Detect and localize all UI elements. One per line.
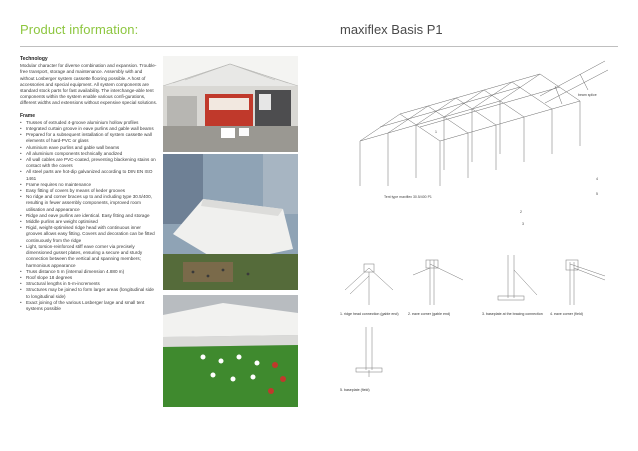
text-column [20, 56, 158, 312]
frame-item: • Structures may be joined to form larger areas (longitudinal side to longitudinal side) [20, 287, 158, 299]
detail-caption: 5. baseplate (field) [340, 388, 370, 392]
photo-tent-interior [163, 56, 298, 152]
frame-item: • Light, torsion-reinforced stiff eave corner via precisely dimensioned gusset plates, ensuring a secure and sturdy connection between the vertical and spanning members; harmonious appearance [20, 244, 158, 269]
frame-item: • Integrated curtain groove in eave purlins and gable wall beams [20, 126, 158, 132]
photo-tent-aerial [163, 154, 298, 290]
callout-number: 5 [596, 192, 598, 196]
detail-caption: 3. baseplate at the bracing connection [482, 312, 543, 316]
callout-number: 2 [520, 210, 522, 214]
detail-ridge-head [340, 250, 398, 308]
technology-body: Modular character for diverse combination and expansion. Trouble-free transport, storage and maintenance. Assembly with and without Losberger system cassette flooring possible. A host of accessories and special equipment. All system components are standard stock parts for fast availability. The interchange-able tent components within the system enable various confi-gurations, different widths and extensions without expensive special solutions. [20, 63, 158, 106]
detail-baseplate-field [340, 322, 398, 380]
detail-eave-corner-field [550, 250, 608, 308]
detail-caption: 2. eave corner (gable end) [408, 312, 451, 316]
frame-item: • Prepared for a subsequent installation of system cassette wall elements of hard-PVC or glass [20, 132, 158, 144]
frame-item: • No ridge and corner braces up to and including type 30.5/400, resulting in fewer assembly components, improved room utilisation and appearance [20, 194, 158, 213]
frame-item: • Exact joining of the various Losberger large and small tent systems possible [20, 300, 158, 312]
page-title: Product information: [20, 22, 139, 37]
frame-item: • Easy fitting of covers by means of keder grooves [20, 188, 158, 194]
frame-item: • Frame requires no maintenance [20, 182, 158, 188]
tent-type-label: Tent type maxiflex 30.5/400 P1 [384, 195, 432, 199]
callout-number: 3 [522, 222, 524, 226]
photo-tent-lawn [163, 295, 298, 407]
frame-item: • Trusses of extruded 4-groove aluminium hollow profiles [20, 120, 158, 126]
frame-list [20, 120, 158, 312]
frame-item: • All wall cables are PVC-coated, preventing blackening stains on contact with the covers [20, 157, 158, 169]
frame-item: • Middle purlins are weight optimised [20, 219, 158, 225]
detail-caption: 4. eave corner (field) [550, 312, 583, 316]
beam-splice-label: beam splice [578, 93, 597, 97]
detail-caption: 1. ridge head connection (gable end) [340, 312, 399, 316]
frame-item: • Rigid, weight-optimised ridge head with continuous inner grooves allows easy fitting. Covers and decoration can be fitted continuously from the ridge [20, 225, 158, 244]
technology-heading: Technology [20, 56, 48, 62]
frame-item: • Roof slope 18 degrees [20, 275, 158, 281]
tent-frame-diagram [340, 56, 610, 206]
detail-baseplate-bracing [482, 250, 540, 308]
frame-item: • Aluminium eave purlins and gable wall beams [20, 145, 158, 151]
frame-item: • Truss distance 5 m (internal dimension 4.880 m) [20, 269, 158, 275]
callout-number: 1 [435, 130, 437, 134]
product-title: maxiflex Basis P1 [340, 22, 443, 37]
frame-item: • All steel parts are hot-dip galvanized according to DIN EN ISO 1461 [20, 169, 158, 181]
frame-item: • Structural lengths in 5-m-increments [20, 281, 158, 287]
tent-frame-drawing [340, 56, 610, 206]
frame-heading: Frame [20, 112, 36, 119]
header-divider [20, 46, 618, 47]
frame-item: • Ridge and eave purlins are identical. Easy fitting and storage [20, 213, 158, 219]
callout-number: 4 [596, 177, 598, 181]
frame-item: • All aluminium components technically anodized [20, 151, 158, 157]
detail-eave-corner-gable [408, 250, 466, 308]
